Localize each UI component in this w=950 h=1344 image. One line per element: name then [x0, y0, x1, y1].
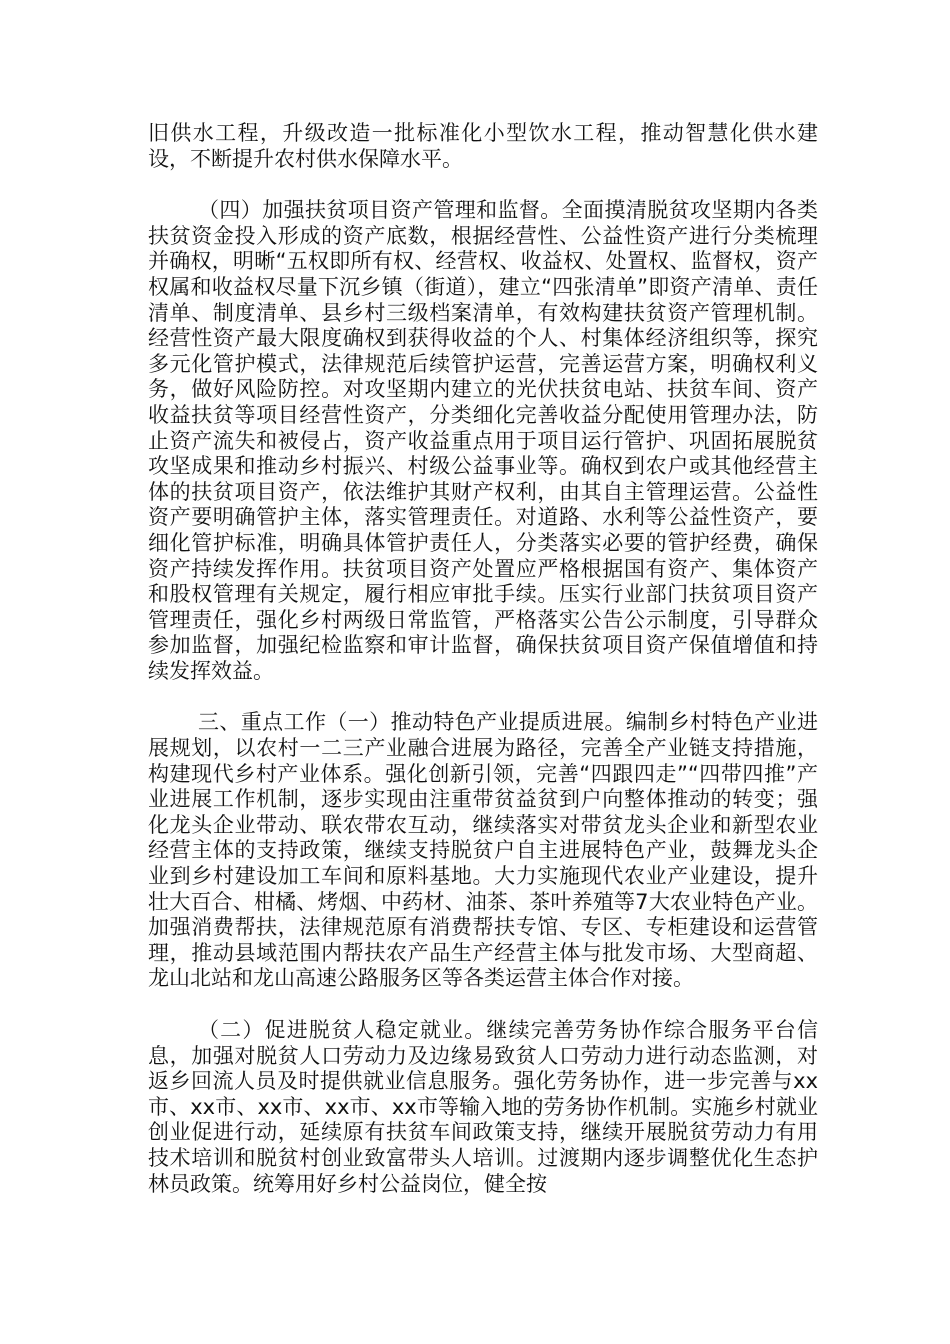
paragraph-employment: （二）促进脱贫人稳定就业。继续完善劳务协作综合服务平台信息，加强对脱贫人口劳动力及边缘易致贫人口劳动力进行动态监测，对返乡回流人员及时提供就业信息服务。强化劳务协作，进一步完善与xx市、xx市、xx市、xx市、xx市等输入地的劳务协作机制。实施乡村就业创业促进行动，延续原有扶贫车间政策支持，继续开展脱贫劳动力有用技术培训和脱贫村创业致富带头人培训。过渡期内逐步调整优化生态护林员政策。统筹用好乡村公益岗位，健全按 — [148, 1018, 818, 1196]
document-body — [148, 121, 818, 1223]
paragraph-water-supply-continuation: 旧供水工程，升级改造一批标准化小型饮水工程，推动智慧化供水建设，不断提升农村供水保障水平。 — [148, 121, 818, 171]
paragraph-key-work-industry: 三、重点工作（一）推动特色产业提质进展。编制乡村特色产业进展规划，以农村一二三产业融合进展为路径，完善全产业链支持措施，构建现代乡村产业体系。强化创新引领，完善“四跟四走”“四带四推”产业进展工作机制，逐步实现由注重带贫益贫到户向整体推动的转变；强化龙头企业带动、联农带农互动，继续落实对带贫龙头企业和新型农业经营主体的支持政策，继续支持脱贫户自主进展特色产业，鼓舞龙头企业到乡村建设加工车间和原料基地。大力实施现代农业产业建设，提升壮大百合、柑橘、烤烟、中药材、油茶、茶叶养殖等7大农业特色产业。加强消费帮扶，法律规范原有消费帮扶专馆、专区、专柜建设和运营管理，推动县域范围内帮扶农产品生产经营主体与批发市场、大型商超、龙山北站和龙山高速公路服务区等各类运营主体合作对接。 — [148, 710, 818, 991]
paragraph-asset-management: （四）加强扶贫项目资产管理和监督。全面摸清脱贫攻坚期内各类扶贫资金投入形成的资产底数，根据经营性、公益性资产进行分类梳理并确权，明晰“五权即所有权、经营权、收益权、处置权、监督权，资产权属和收益权尽量下沉乡镇（街道），建立“四张清单”即资产清单、责任清单、制度清单、县乡村三级档案清单，有效构建扶贫资产管理机制。经营性资产最大限度确权到获得收益的个人、村集体经济组织等，探究多元化管护模式，法律规范后续管护运营，完善运营方案，明确权利义务，做好风险防控。对攻坚期内建立的光伏扶贫电站、扶贫车间、资产收益扶贫等项目经营性资产，分类细化完善收益分配使用管理办法，防止资产流失和被侵占，资产收益重点用于项目运行管护、巩固拓展脱贫攻坚成果和推动乡村振兴、村级公益事业等。确权到农户或其他经营主体的扶贫项目资产，依法维护其财产权利，由其自主管理运营。公益性资产要明确管护主体，落实管理责任。对道路、水利等公益性资产，要细化管护标准，明确具体管护责任人，分类落实必要的管护经费，确保资产持续发挥作用。扶贫项目资产处置应严格根据国有资产、集体资产和股权管理有关规定，履行相应审批手续。压实行业部门扶贫项目资产管理责任，强化乡村两级日常监管，严格落实公告公示制度，引导群众参加监督，加强纪检监察和审计监督，确保扶贫项目资产保值增值和持续发挥效益。 — [148, 198, 818, 683]
